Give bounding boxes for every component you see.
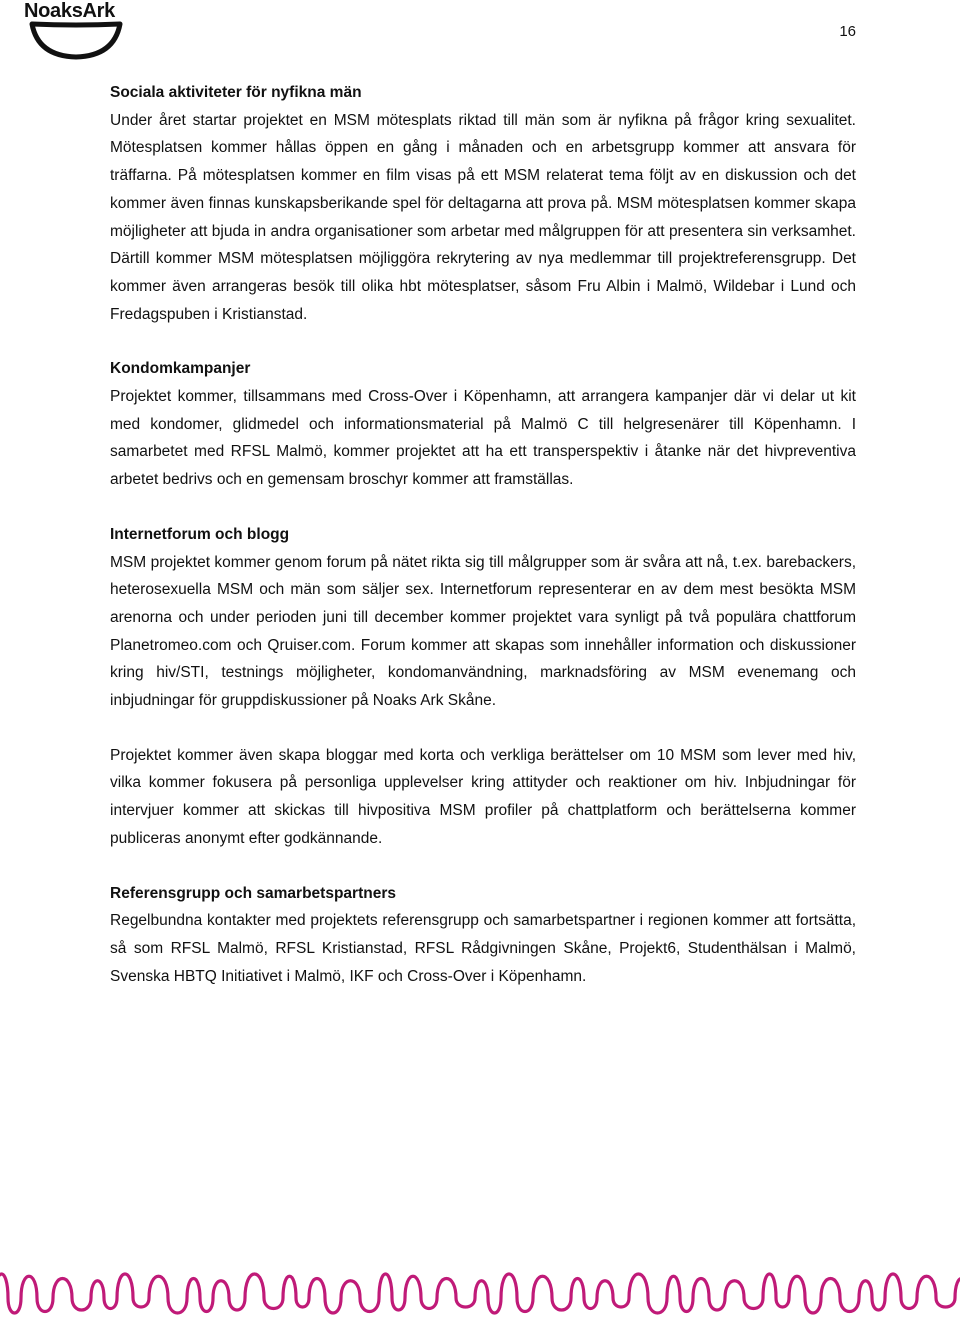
paragraph: Under året startar projektet en MSM mötesplats riktad till män som är nyfikna på frågor kring sexualitet. Mötesplatsen kommer hållas öppen en gång i månaden och en arbetsgrupp kommer att ansvara för träffarna. På mötesplatsen kommer en film visas på ett MSM relaterat tema följt av en diskussion och det kommer även finnas kunskapsberikande spel för deltagarna att prova på. MSM mötesplatsen kommer skapa möjligheter att bjuda in andra organisationer som arbetar med målgruppen för att presentera sin verksamhet. Därtill kommer MSM mötesplatsen möjliggöra rekrytering av nya medlemmar till projektreferensgrupp. Det kommer även arrangeras besök till olika hbt mötesplatser, såsom Fru Albin i Malmö, Wildebar i Lund och Fredagspuben i Kristianstad. xyxy=(110,111,856,323)
document-body xyxy=(110,79,856,1017)
section-heading: Internetforum och blogg xyxy=(110,525,290,543)
paragraph: Regelbundna kontakter med projektets referensgrupp och samarbetspartner i regionen kommer att fortsätta, så som RFSL Malmö, RFSL Kristianstad, RFSL Rådgivningen Skåne, Projekt6, Studenthälsan i Malmö, Svenska HBTQ Initiativet i Malmö, IKF och Cross-Over i Köpenhamn. xyxy=(110,912,856,985)
decorative-border xyxy=(0,1258,960,1326)
section-heading: Sociala aktiviteter för nyfikna män xyxy=(110,84,362,101)
paragraph: Projektet kommer även skapa bloggar med korta och verkliga berättelser om 10 MSM som lever med hiv, vilka kommer fokusera på personliga upplevelser kring attityder och reaktioner om hiv. Inbjudningar för intervjuer kommer att skickas till hivpositiva MSM profiler på chattplatform och berättelserna kommer publiceras anonymt efter godkännande. xyxy=(110,746,856,847)
ark-bowl-icon xyxy=(24,20,128,60)
logo-text: NoaksArk xyxy=(24,0,115,22)
section-referensgrupp xyxy=(110,880,856,991)
page-number: 16 xyxy=(839,23,856,40)
section-heading: Kondomkampanjer xyxy=(110,360,251,378)
squiggle-line xyxy=(0,1274,960,1313)
noaksark-logo xyxy=(24,0,128,62)
section-sociala-aktiviteter xyxy=(110,79,856,328)
section-kondomkampanjer xyxy=(110,355,856,494)
section-internetforum xyxy=(110,521,856,853)
paragraph: Projektet kommer, tillsammans med Cross-Over i Köpenhamn, att arrangera kampanjer där vi delar ut kit med kondomer, glidmedel och informationsmaterial på Malmö C till helgresenärer till Köpenhamn. I samarbetet med RFSL Malmö, kommer projektet att ha ett transperspektiv i åtanke när det hivpreventiva arbetet bedrivs och en gemensam broschyr kommer att framställas. xyxy=(110,388,856,489)
paragraph: MSM projektet kommer genom forum på nätet rikta sig till målgrupper som är svåra att nå, t.ex. barebackers, heterosexuella MSM och män som säljer sex. Internetforum representerar en av dem mest besökta MSM arenorna och under perioden juni till december kommer projektet vara synligt på två populära chattforum Planetromeo.com och Qruiser.com. Forum kommer att skapas som innehåller information och diskussioner kring hiv/STI, testnings möjligheter, kondomanvändning, marknadsföring av MSM evenemang och inbjudningar för gruppdiskussioner på Noaks Ark Skåne. xyxy=(110,553,856,710)
section-heading: Referensgrupp och samarbetspartners xyxy=(110,884,396,902)
